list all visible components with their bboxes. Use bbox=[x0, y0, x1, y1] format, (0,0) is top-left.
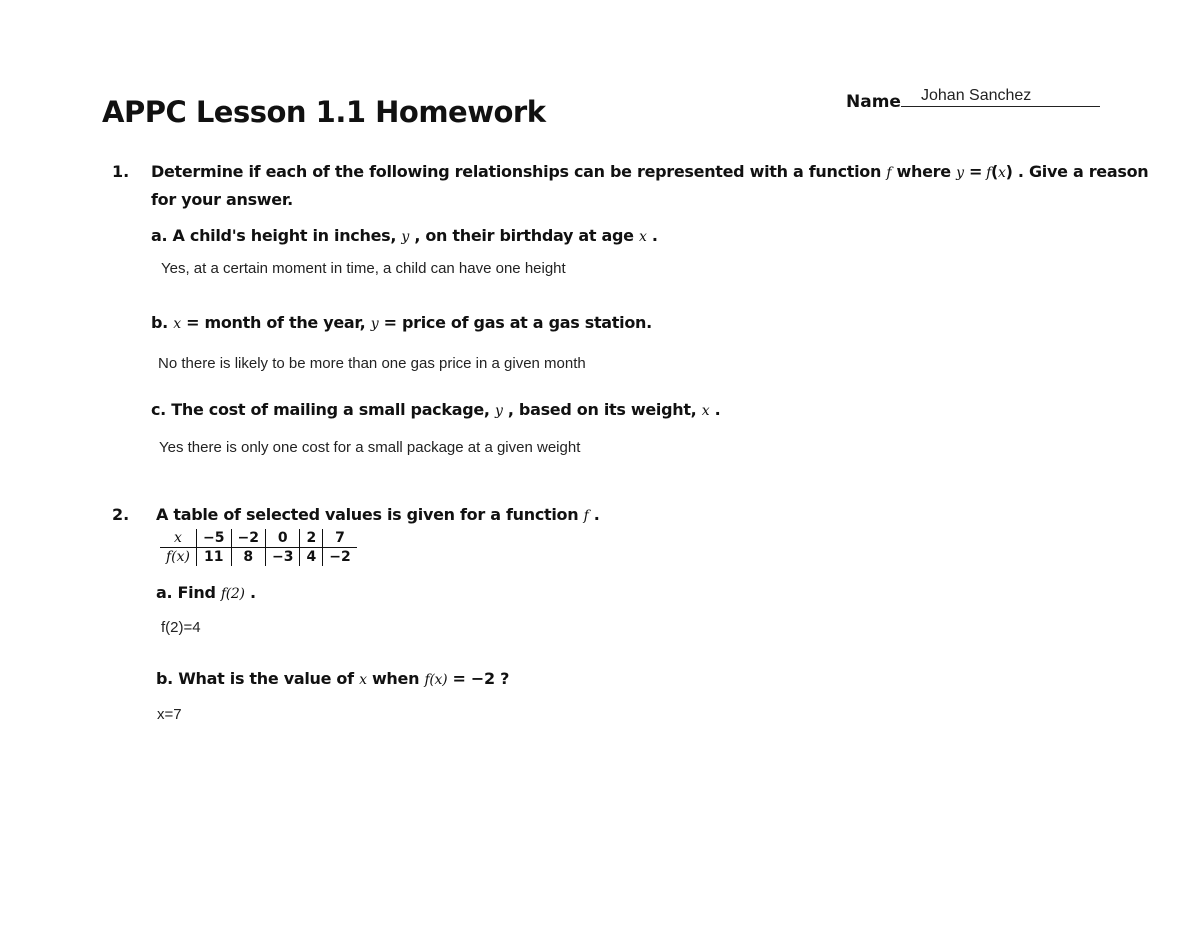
prompt-equals: = bbox=[969, 162, 983, 181]
table-cell: −5 bbox=[197, 529, 231, 548]
math-var-y: y bbox=[956, 165, 964, 181]
question-1c-label: c. The cost of mailing a small package, bbox=[151, 400, 490, 419]
math-var-y: y bbox=[370, 316, 379, 332]
math-var-x: x bbox=[359, 672, 367, 688]
question-2b-end: = −2 ? bbox=[452, 669, 510, 688]
table-cell: −2 bbox=[231, 529, 265, 548]
question-2b-mid: when bbox=[371, 669, 420, 688]
answer-1a[interactable]: Yes, at a certain moment in time, a child can have one height bbox=[161, 260, 566, 277]
question-1c-mid: , based on its weight, bbox=[507, 400, 697, 419]
question-2a bbox=[156, 583, 256, 602]
question-1a-end: . bbox=[651, 226, 658, 245]
name-underline bbox=[901, 106, 1100, 107]
question-2a-end: . bbox=[250, 583, 256, 602]
prompt-where: where bbox=[896, 162, 951, 181]
question-1-number: 1. bbox=[112, 162, 130, 181]
math-var-f: f bbox=[583, 508, 589, 524]
answer-1b[interactable]: No there is likely to be more than one gas price in a given month bbox=[158, 355, 586, 372]
name-field[interactable]: Johan Sanchez bbox=[921, 87, 1032, 104]
table-cell: 0 bbox=[265, 529, 299, 548]
question-2a-label: a. Find bbox=[156, 583, 216, 602]
question-2b-label: b. What is the value of bbox=[156, 669, 354, 688]
question-1b-end: = price of gas at a gas station. bbox=[383, 313, 652, 332]
table-cell: 11 bbox=[197, 548, 231, 567]
math-var-x: x bbox=[638, 229, 647, 245]
answer-2a[interactable]: f(2)=4 bbox=[161, 619, 201, 636]
question-1b-mid: = month of the year, bbox=[186, 313, 366, 332]
math-var-y: y bbox=[494, 403, 503, 419]
table-cell: −3 bbox=[265, 548, 299, 567]
question-1a bbox=[151, 226, 658, 245]
prompt-text: Determine if each of the following relationships can be represented with a function bbox=[151, 162, 882, 181]
answer-1c[interactable]: Yes there is only one cost for a small package at a given weight bbox=[159, 439, 581, 456]
question-1-prompt-line2: for your answer. bbox=[151, 190, 293, 209]
table-row-fx bbox=[160, 548, 357, 567]
math-var-f: f bbox=[986, 165, 991, 181]
table-cell: −2 bbox=[323, 548, 357, 567]
question-2-prompt-text: A table of selected values is given for a function bbox=[156, 505, 579, 524]
question-1-prompt: Determine if each of the following relationships can be represented with a function f where y = f(x) . Give a reason bbox=[151, 162, 1149, 181]
question-1a-label: a. A child's height in inches, bbox=[151, 226, 397, 245]
table-header-fx: f(x) bbox=[166, 549, 191, 565]
table-row-x bbox=[160, 529, 357, 548]
question-1b bbox=[151, 313, 652, 332]
table-cell: 4 bbox=[300, 548, 323, 567]
question-2-prompt bbox=[156, 505, 600, 524]
table-cell: 7 bbox=[323, 529, 357, 548]
math-var-x: x bbox=[701, 403, 710, 419]
prompt-end: . Give a reason bbox=[1017, 162, 1149, 181]
question-1b-label: b. bbox=[151, 313, 168, 332]
question-1a-mid: , on their birthday at age bbox=[414, 226, 634, 245]
question-2-number: 2. bbox=[112, 505, 130, 524]
table-cell: 8 bbox=[231, 548, 265, 567]
math-var-y: y bbox=[401, 229, 410, 245]
table-header-x: x bbox=[160, 529, 197, 548]
name-label: Name bbox=[846, 92, 901, 112]
math-expr-fx: f(x) bbox=[424, 672, 448, 688]
question-1c bbox=[151, 400, 720, 419]
table-cell: 2 bbox=[300, 529, 323, 548]
math-var-f: f bbox=[886, 165, 892, 181]
page-title: APPC Lesson 1.1 Homework bbox=[102, 95, 546, 129]
math-expr-f2: f(2) bbox=[220, 586, 245, 602]
question-2-prompt-end: . bbox=[593, 505, 600, 524]
question-1c-end: . bbox=[714, 400, 721, 419]
values-table bbox=[160, 529, 357, 566]
math-var-x: x bbox=[998, 165, 1006, 181]
answer-2b[interactable]: x=7 bbox=[157, 706, 182, 723]
question-2b bbox=[156, 669, 509, 688]
math-var-x: x bbox=[173, 316, 181, 332]
